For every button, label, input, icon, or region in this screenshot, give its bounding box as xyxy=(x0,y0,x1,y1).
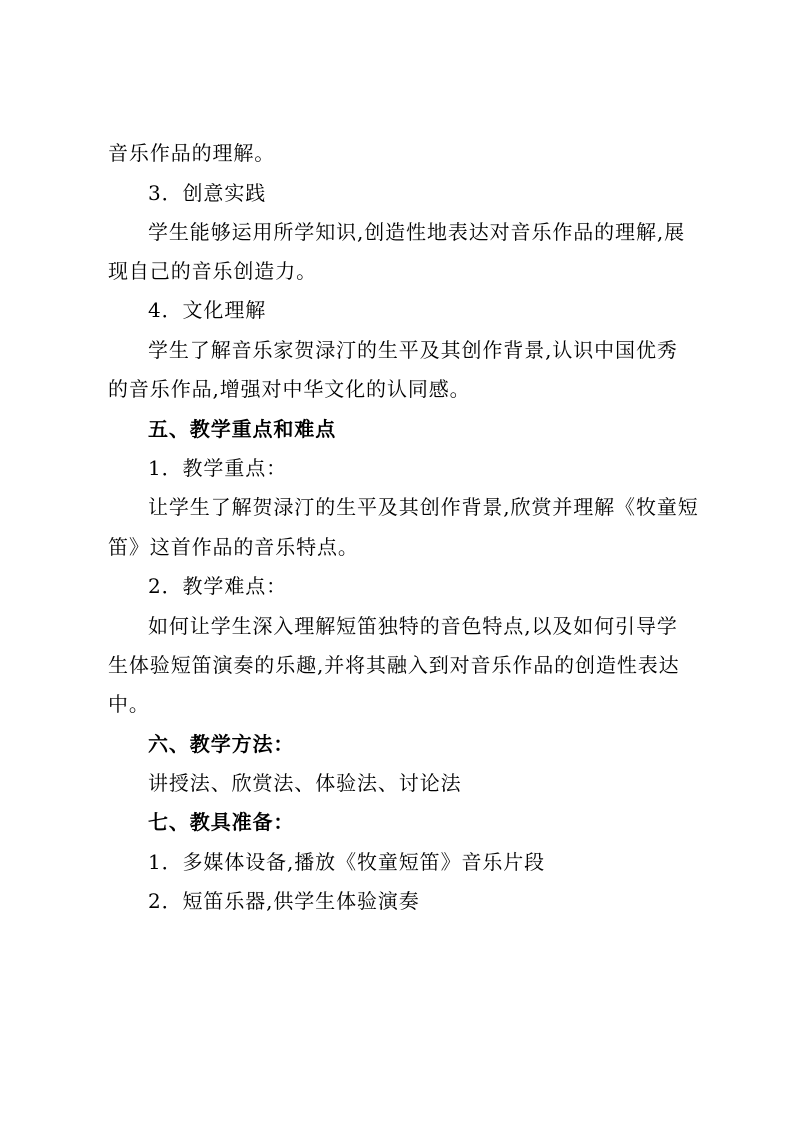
section-heading-key-points: 五、教学重点和难点 xyxy=(148,417,337,441)
paragraph-line: 现自己的音乐创造力。 xyxy=(108,259,317,283)
list-item: 2．短笛乐器,供学生体验演奏 xyxy=(148,889,420,913)
paragraph-line: 生体验短笛演奏的乐趣,并将其融入到对音乐作品的创造性表达 xyxy=(108,653,680,677)
section-heading-materials: 七、教具准备： xyxy=(148,810,295,834)
paragraph-continuation: 音乐作品的理解。 xyxy=(108,141,276,165)
subheading-cultural-understanding: 4．文化理解 xyxy=(148,298,267,322)
paragraph-line: 的音乐作品,增强对中华文化的认同感。 xyxy=(108,377,471,401)
paragraph-line: 如何让学生深入理解短笛独特的音色特点,以及如何引导学 xyxy=(148,614,678,638)
paragraph-line: 让学生了解贺渌汀的生平及其创作背景,欣赏并理解《牧童短 xyxy=(148,495,699,519)
paragraph-line: 讲授法、欣赏法、体验法、讨论法 xyxy=(148,771,462,795)
list-item: 1．多媒体设备,播放《牧童短笛》音乐片段 xyxy=(148,850,546,874)
subheading-creative-practice: 3．创意实践 xyxy=(148,181,267,205)
paragraph-line: 笛》这首作品的音乐特点。 xyxy=(108,535,359,559)
section-heading-methods: 六、教学方法： xyxy=(148,732,295,756)
paragraph-line: 学生能够运用所学知识,创造性地表达对音乐作品的理解,展 xyxy=(148,220,686,244)
subheading-key-point: 1．教学重点： xyxy=(148,456,288,480)
subheading-difficulty: 2．教学难点： xyxy=(148,574,288,598)
paragraph-line: 学生了解音乐家贺渌汀的生平及其创作背景,认识中国优秀 xyxy=(148,338,678,362)
paragraph-line: 中。 xyxy=(108,692,150,716)
